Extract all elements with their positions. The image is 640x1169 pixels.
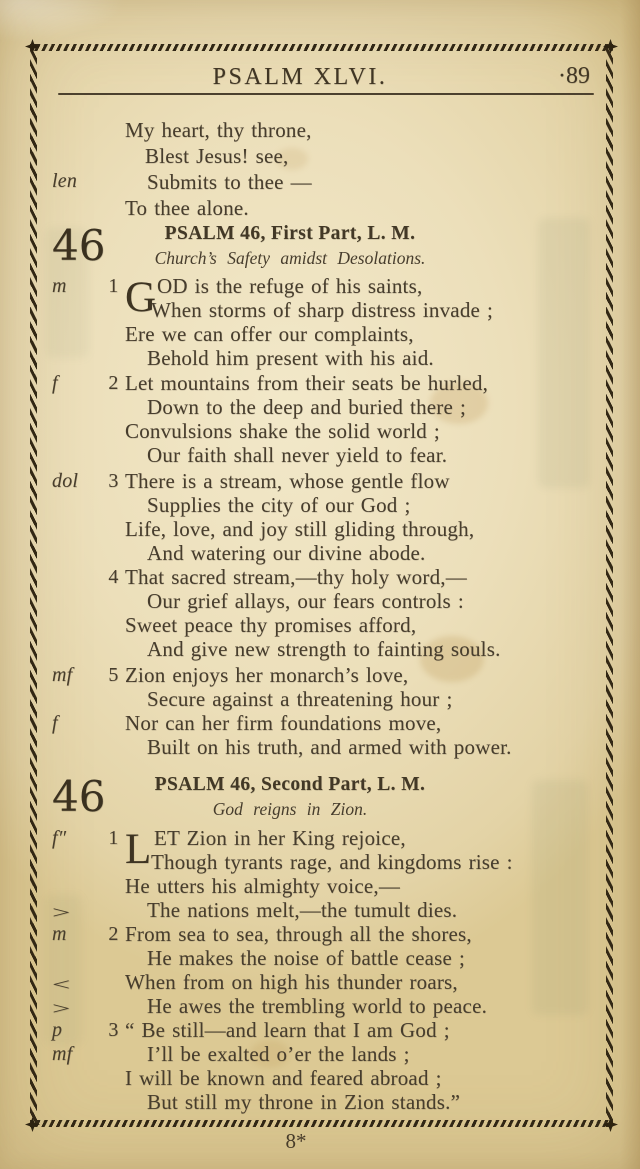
printers-signature: 8*	[285, 1129, 307, 1153]
verse-line: And watering our divine abode.	[147, 541, 426, 565]
psalm-number: 46	[52, 772, 106, 821]
psalm-section-header	[52, 221, 525, 270]
dynamic-marking: dol	[52, 470, 79, 492]
verse-number: 1	[108, 275, 119, 297]
border-left-chain	[30, 44, 37, 1127]
verse-line: There is a stream, whose gentle flow	[125, 469, 450, 493]
verse-line: Let mountains from their seats be hurled,	[125, 371, 489, 395]
verse-line: Nor can her firm foundations move,	[125, 711, 442, 735]
stanza-line: To thee alone.	[125, 196, 249, 220]
verse-line: That sacred stream,—thy holy word,—	[125, 565, 467, 589]
border-bottom-chain	[30, 1120, 613, 1127]
dynamic-marking: len	[52, 170, 78, 192]
verse-line: “ Be still—and learn that I am God ;	[125, 1018, 450, 1042]
stanza-line: Submits to thee —	[147, 170, 312, 194]
dynamic-marking: f	[52, 712, 58, 734]
verse-line: Down to the deep and buried there ;	[147, 395, 466, 419]
header-rule	[58, 93, 594, 95]
verse-line: Ere we can offer our complaints,	[125, 322, 414, 346]
border-right-chain	[606, 44, 613, 1127]
verse-number: 4	[108, 566, 119, 588]
verse-line: When storms of sharp distress invade ;	[151, 298, 494, 322]
verse	[52, 1018, 603, 1114]
verse-number: 2	[108, 372, 119, 394]
verse-line: And give new strength to fainting souls.	[147, 637, 501, 661]
stanza-line: Blest Jesus! see,	[145, 144, 289, 168]
verse-line: ET Zion in her King rejoice,	[154, 826, 406, 850]
verse-line: When from on high his thunder roars,	[125, 970, 458, 994]
dynamic-marking: f	[52, 372, 58, 394]
verse	[52, 371, 603, 467]
decrescendo-marking: >	[52, 999, 71, 1018]
verse-line: I will be known and feared abroad ;	[125, 1066, 442, 1090]
verse	[108, 565, 603, 661]
verse-line: Built on his truth, and armed with power.	[147, 735, 512, 759]
dynamic-marking: mf	[52, 664, 73, 686]
decrescendo-marking: >	[52, 903, 71, 922]
verse-number: 3	[108, 1019, 119, 1041]
psalm-title: PSALM 46, Second Part, L. M.	[154, 774, 426, 795]
verse	[52, 469, 603, 565]
psalm-section-header	[52, 772, 525, 821]
drop-cap: G	[125, 274, 157, 321]
verse-line: Sweet peace thy promises afford,	[125, 613, 417, 637]
stanza-line: My heart, thy throne,	[125, 118, 312, 142]
psalm-subtitle: God reigns in Zion.	[212, 799, 368, 819]
dynamic-marking: f″	[52, 827, 67, 849]
verse-line: The nations melt,—the tumult dies.	[147, 898, 458, 922]
verse-line: He makes the noise of battle cease ;	[147, 946, 465, 970]
verse-number: 2	[108, 923, 119, 945]
verse-line: I’ll be exalted o’er the lands ;	[147, 1042, 410, 1066]
verse-line: Life, love, and joy still gliding through,	[125, 517, 475, 541]
verse-line: From sea to sea, through all the shores,	[125, 922, 472, 946]
border-top-chain	[30, 44, 613, 51]
page-title: PSALM XLVI.	[212, 64, 388, 90]
dynamic-marking: p	[52, 1019, 63, 1041]
verse-line: Secure against a threatening hour ;	[147, 687, 453, 711]
verse-line: Though tyrants rage, and kingdoms rise :	[151, 850, 513, 874]
verse-line: Behold him present with his aid.	[147, 346, 434, 370]
verse-number: 1	[108, 827, 119, 849]
verse-line: OD is the refuge of his saints,	[157, 274, 423, 298]
verse-line: Our faith shall never yield to fear.	[147, 443, 448, 467]
verse-line: Our grief allays, our fears controls :	[147, 589, 464, 613]
psalm-subtitle: Church’s Safety amidst Desolations.	[154, 248, 426, 268]
paper-edge-shadow	[620, 0, 640, 1169]
psalm-number: 46	[52, 221, 106, 270]
psalm-title: PSALM 46, First Part, L. M.	[164, 223, 416, 244]
drop-cap: L	[125, 826, 152, 873]
verse	[52, 922, 603, 1018]
crescendo-marking: <	[52, 975, 71, 994]
verse-line: Supplies the city of our God ;	[147, 493, 411, 517]
verse-line: Convulsions shake the solid world ;	[125, 419, 440, 443]
verse-line: Zion enjoys her monarch’s love,	[125, 663, 409, 687]
page-number: ·89	[558, 63, 590, 89]
opening-stanza	[52, 117, 603, 221]
verse	[52, 663, 603, 759]
verse	[52, 826, 603, 922]
paper-highlight	[0, 0, 126, 42]
verse-number: 3	[108, 470, 119, 492]
verse	[52, 274, 603, 370]
dynamic-marking: m	[52, 923, 67, 945]
verse-line: But still my throne in Zion stands.”	[147, 1090, 461, 1114]
verse-line: He awes the trembling world to peace.	[147, 994, 488, 1018]
verse-number: 5	[108, 664, 119, 686]
dynamic-marking: m	[52, 275, 67, 297]
dynamic-marking: mf	[52, 1043, 73, 1065]
verse-line: He utters his almighty voice,—	[125, 874, 401, 898]
